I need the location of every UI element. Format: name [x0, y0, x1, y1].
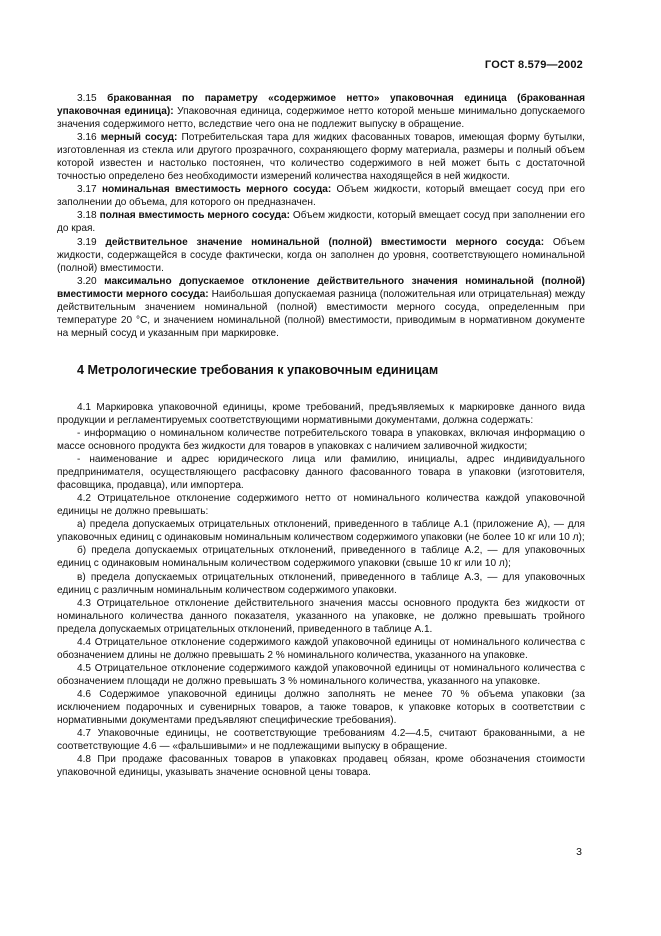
- clause-4-2-a: а) предела допускаемых отрицательных отклонений, приведенного в таблице А.1 (приложение А), — для упаковочных единиц с одинаковым номинальным количеством содержимого упаковки (не более 10 кг или 10 л);: [57, 519, 585, 544]
- definition-3-16: [57, 131, 585, 183]
- definition-text: Объем жидкости, который вмещает сосуд при заполнении его до края.: [57, 210, 585, 235]
- clause-4-2-b: б) предела допускаемых отрицательных отклонений, приведенного в таблице А.2, — для упаковочных единиц с одинаковым номинальным количеством содержимого упаковки (свыше 10 кг или 10 л);: [57, 545, 585, 570]
- definition-3-18: [57, 209, 585, 235]
- clause-4-2: 4.2 Отрицательное отклонение содержимого нетто от номинального количества каждой упаковочной единицы не должно превышать:: [57, 493, 585, 518]
- item-number: 3.20: [77, 275, 97, 287]
- item-number: 3.17: [77, 184, 97, 196]
- term: действительное значение номинальной (полной) вместимости мерного сосуда:: [105, 236, 545, 248]
- list-item-packer-address: - наименование и адрес юридического лица или фамилию, инициалы, адрес индивидуального предпринимателя, осуществляющего расфасовку данного фасованного товара в упаковки (изготовителя, фасовщика, продавца), или импортера.: [57, 454, 585, 492]
- definition-text: Объем жидкости, содержащейся в сосуде фактически, когда он заполнен до уровня, соответствующего номинальной (полной) вместимости.: [57, 236, 585, 274]
- section-4-heading: 4 Метрологические требования к упаковочным единицам: [77, 362, 439, 377]
- clause-4-8: 4.8 При продаже фасованных товаров в упаковках продавец обязан, кроме обозначения стоимости упаковочной единицы, указывать значение основной цены товара.: [57, 754, 585, 779]
- item-number: 3.19: [77, 236, 97, 248]
- definition-3-20: [57, 275, 585, 340]
- term: полная вместимость мерного сосуда:: [99, 210, 290, 222]
- definition-text: Упаковочная единица, содержимое нетто которой меньше минимально допускаемого значения содержимого нетто, вследствие чего она не подлежит выпуску в обращение.: [57, 106, 585, 131]
- clause-4-4: 4.4 Отрицательное отклонение содержимого каждой упаковочной единицы от номинального количества с обозначением длины не должно превышать 2 % номинального количества, указанного на упаковке.: [57, 636, 585, 661]
- clause-4-1: 4.1 Маркировка упаковочной единицы, кроме требований, предъявляемых к маркировке данного вида продукции и регламентируемых соответствующими нормативными документами, должна содержать:: [57, 401, 585, 426]
- definition-3-17: [57, 183, 585, 209]
- definition-text: Объем жидкости, который вмещает сосуд при его заполнении до объема, для которого он предназначен.: [57, 184, 585, 209]
- clause-4-7: 4.7 Упаковочные единицы, не соответствующие требованиям 4.2—4.5, считают бракованными, а не соответствующие 4.6 — «фальшивыми» и не подлежащими выпуску в обращение.: [57, 728, 585, 753]
- definition-3-15: [57, 92, 585, 131]
- term: максимально допускаемое отклонение действительного значения номинальной (полной) вместимости мерного сосуда:: [57, 275, 585, 300]
- term: номинальная вместимость мерного сосуда:: [101, 184, 332, 196]
- item-number: 3.16: [77, 132, 97, 144]
- page-number: 3: [576, 846, 582, 858]
- list-item-nominal-quantity: - информацию о номинальном количестве потребительского товара в упаковках, включая информацию о массе основного продукта без жидкости для товаров в упаковках с наличием заливочной жидкости;: [57, 427, 585, 453]
- page-content: [57, 92, 585, 779]
- clause-4-6: 4.6 Содержимое упаковочной единицы должно заполнять не менее 70 % объема упаковки (за исключением подарочных и сувенирных товаров, а также товаров, к упаковке которых в соответствии с нормативными документами предъявляют специфические требования).: [57, 688, 585, 727]
- term: мерный сосуд:: [100, 132, 178, 144]
- item-number: 3.15: [77, 93, 97, 104]
- definition-3-19: [57, 236, 585, 275]
- term: бракованная по параметру «содержимое нетто» упаковочная единица (бракованная упаковочная единица):: [57, 93, 585, 118]
- clause-4-5: 4.5 Отрицательное отклонение содержимого каждой упаковочной единицы от номинального количества с обозначением площади не должно превышать 3 % номинального количества, указанного на упаковке.: [57, 662, 585, 687]
- clause-4-3: 4.3 Отрицательное отклонение действительного значения массы основного продукта без жидкости от номинального количества данного показателя, указанного на упаковке, не должно превышать тройного предела допускаемых отрицательных отклонений, приведенного в таблице А.1.: [57, 597, 585, 635]
- document-id-header: ГОСТ 8.579—2002: [484, 59, 583, 71]
- definition-text: Наибольшая допускаемая разница (положительная или отрицательная) между действительным значением номинальной (полной) вместимости мерного сосуда, определенным при температуре 20 °С, и значением номинальной (полной) вместимости, приводимым в нормативном документе на мерный сосуд и указанным при маркировке.: [57, 288, 585, 339]
- item-number: 3.18: [77, 210, 97, 222]
- definition-text: Потребительская тара для жидких фасованных товаров, имеющая форму бутылки, изготовленная из стекла или другого прозрачного, сохраняющего форму материала, размеры и полный объем которой известен и настолько постоянен, что количество содержимого в ней может быть с достаточной точностью определено без необходимости измерений количества находящейся в ней жидкости.: [57, 132, 585, 183]
- clause-4-2-c: в) предела допускаемых отрицательных отклонений, приведенного в таблице А.3, — для упаковочных единиц с различным номинальным количеством содержимого упаковки.: [57, 571, 585, 596]
